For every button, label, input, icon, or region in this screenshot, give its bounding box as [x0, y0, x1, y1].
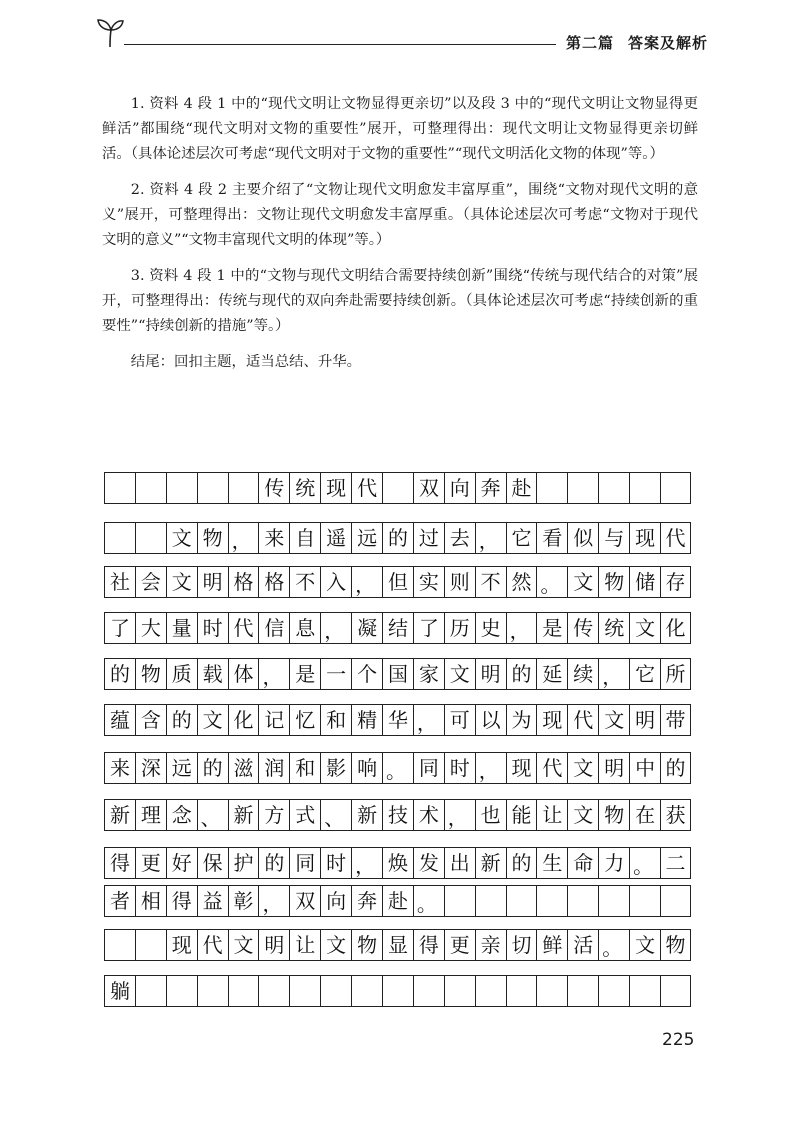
grid-cell: 量 [166, 612, 197, 644]
grid-cell: 、 [320, 799, 351, 831]
grid-cell: 双 [289, 885, 320, 917]
grid-cell: 出 [444, 847, 475, 879]
grid-cell: 来 [104, 752, 135, 784]
grid-cell: 文 [629, 929, 660, 961]
grid-cell: 入 [320, 566, 351, 598]
grid-cell [104, 929, 135, 961]
grid-cell: 的 [506, 658, 537, 690]
grid-cell: 响 [351, 752, 382, 784]
explanation-paragraph-2: 2. 资料 4 段 2 主要介绍了“文物让现代文明愈发丰富厚重”，围绕“文物对现代文明的意义”展开，可整理得出：文物让现代文明愈发丰富厚重。（具体论述层次可考虑“文物对于现代文明的意义”“文物丰富现代文明的体现”等。） [102, 182, 698, 248]
grid-cell [598, 472, 629, 504]
header-rule [124, 44, 556, 45]
grid-cell: ， [475, 522, 506, 554]
grid-cell: 物 [598, 799, 629, 831]
grid-cell: 精 [351, 704, 382, 736]
grid-row [104, 658, 691, 690]
grid-cell: 记 [258, 704, 289, 736]
grid-cell: 储 [629, 566, 660, 598]
grid-cell: 的 [660, 752, 691, 784]
grid-cell: 赴 [382, 885, 413, 917]
grid-cell: ， [258, 885, 289, 917]
grid-cell: 所 [660, 658, 691, 690]
grid-cell [506, 975, 537, 1007]
grid-cell: 中 [629, 752, 660, 784]
grid-cell: ， [506, 612, 537, 644]
grid-cell: 奔 [475, 472, 506, 504]
grid-cell: 时 [320, 847, 351, 879]
grid-cell [536, 472, 567, 504]
grid-cell: 的 [197, 752, 228, 784]
header-part: 第二篇 [566, 34, 615, 52]
grid-cell [567, 472, 598, 504]
grid-cell: 明 [629, 704, 660, 736]
grid-cell: 生 [536, 847, 567, 879]
grid-cell: ， [228, 522, 259, 554]
grid-cell: 现 [629, 522, 660, 554]
grid-row [104, 929, 691, 961]
grid-cell: 结 [382, 612, 413, 644]
grid-cell [382, 472, 413, 504]
grid-cell: 不 [475, 566, 506, 598]
grid-cell: 但 [382, 566, 413, 598]
grid-cell: 新 [475, 847, 506, 879]
grid-cell: 。 [413, 885, 444, 917]
grid-cell: 好 [166, 847, 197, 879]
grid-cell: 信 [258, 612, 289, 644]
grid-cell: 代 [228, 612, 259, 644]
grid-cell: 同 [289, 847, 320, 879]
grid-cell: 史 [475, 612, 506, 644]
grid-cell: 在 [629, 799, 660, 831]
grid-cell: 去 [444, 522, 475, 554]
grid-cell: 躺 [104, 975, 135, 1007]
grid-cell: 相 [135, 885, 166, 917]
grid-cell [536, 885, 567, 917]
grid-cell: 新 [351, 799, 382, 831]
grid-cell [629, 472, 660, 504]
grid-cell: 文 [567, 799, 598, 831]
grid-cell: 大 [135, 612, 166, 644]
grid-cell: 。 [598, 929, 629, 961]
grid-cell [228, 472, 259, 504]
grid-cell: 了 [104, 612, 135, 644]
grid-cell: 文 [598, 704, 629, 736]
grid-cell: 格 [228, 566, 259, 598]
grid-cell: 影 [320, 752, 351, 784]
grid-cell: 然 [506, 566, 537, 598]
grid-cell: 。 [536, 566, 567, 598]
grid-cell: 代 [197, 929, 228, 961]
grid-cell: 是 [289, 658, 320, 690]
grid-cell: 文 [567, 752, 598, 784]
grid-cell [660, 472, 691, 504]
grid-cell [135, 975, 166, 1007]
grid-cell: 方 [258, 799, 289, 831]
grid-cell [598, 975, 629, 1007]
grid-cell: 传 [258, 472, 289, 504]
grid-cell [475, 975, 506, 1007]
grid-cell: 了 [413, 612, 444, 644]
grid-cell [629, 885, 660, 917]
grid-cell: 文 [567, 566, 598, 598]
grid-cell: 为 [506, 704, 537, 736]
grid-cell: 得 [413, 929, 444, 961]
grid-cell [567, 885, 598, 917]
grid-cell: 明 [197, 566, 228, 598]
grid-cell: 获 [660, 799, 691, 831]
grid-cell: 文 [228, 929, 259, 961]
grid-cell: 新 [104, 799, 135, 831]
grid-cell: 亲 [475, 929, 506, 961]
grid-cell [197, 472, 228, 504]
grid-cell [444, 975, 475, 1007]
grid-cell: 理 [135, 799, 166, 831]
running-header [566, 32, 708, 53]
grid-cell: 二 [660, 847, 691, 879]
grid-cell: 益 [197, 885, 228, 917]
grid-cell: 同 [413, 752, 444, 784]
grid-cell: 的 [258, 847, 289, 879]
grid-cell: 历 [444, 612, 475, 644]
grid-row [104, 704, 691, 736]
grid-cell [475, 885, 506, 917]
grid-cell: 现 [320, 472, 351, 504]
grid-row [104, 847, 691, 879]
grid-cell: 文 [197, 704, 228, 736]
grid-cell [506, 885, 537, 917]
grid-cell: 新 [228, 799, 259, 831]
grid-cell: 会 [135, 566, 166, 598]
grid-cell [289, 975, 320, 1007]
grid-cell: 化 [660, 612, 691, 644]
grid-cell: 能 [506, 799, 537, 831]
grid-cell: 文 [166, 522, 197, 554]
grid-cell: 传 [567, 612, 598, 644]
grid-cell [660, 975, 691, 1007]
grid-cell: 明 [258, 929, 289, 961]
grid-cell: 更 [444, 929, 475, 961]
grid-cell [135, 472, 166, 504]
grid-cell: 远 [166, 752, 197, 784]
grid-cell: 实 [413, 566, 444, 598]
grid-cell: 质 [166, 658, 197, 690]
grid-row [104, 522, 691, 554]
grid-cell: 文 [629, 612, 660, 644]
grid-cell: 物 [197, 522, 228, 554]
grid-cell: 过 [413, 522, 444, 554]
grid-cell: 不 [289, 566, 320, 598]
grid-cell: 术 [413, 799, 444, 831]
grid-cell: 的 [166, 704, 197, 736]
grid-cell: 可 [444, 704, 475, 736]
grid-cell: 和 [289, 752, 320, 784]
grid-cell: 让 [289, 929, 320, 961]
grid-cell [166, 975, 197, 1007]
grid-cell: 现 [166, 929, 197, 961]
grid-cell: 保 [197, 847, 228, 879]
grid-cell [197, 975, 228, 1007]
grid-cell: 的 [506, 847, 537, 879]
grid-cell: ， [258, 658, 289, 690]
grid-cell: 鲜 [536, 929, 567, 961]
grid-cell: 和 [320, 704, 351, 736]
grid-cell: 得 [104, 847, 135, 879]
grid-cell: 焕 [382, 847, 413, 879]
grid-cell: 家 [413, 658, 444, 690]
grid-cell [598, 885, 629, 917]
grid-cell: ， [351, 847, 382, 879]
grid-cell: 时 [197, 612, 228, 644]
explanation-paragraph-3: 3. 资料 4 段 1 中的“文物与现代文明结合需要持续创新”围绕“传统与现代结合的对策”展开，可整理得出：传统与现代的双向奔赴需要持续创新。（具体论述层次可考虑“持续创新的重要性”“持续创新的措施”等。） [102, 268, 698, 334]
grid-cell [104, 472, 135, 504]
grid-cell: 文 [320, 929, 351, 961]
grid-row [104, 612, 691, 644]
grid-row [104, 472, 691, 504]
grid-cell: 似 [567, 522, 598, 554]
page-number: 225 [662, 1030, 695, 1050]
grid-cell: 物 [598, 566, 629, 598]
grid-cell [104, 522, 135, 554]
grid-cell: 发 [413, 847, 444, 879]
grid-cell: 现 [536, 704, 567, 736]
grid-cell: ， [598, 658, 629, 690]
grid-cell: 命 [567, 847, 598, 879]
explanation-paragraph-1: 1. 资料 4 段 1 中的“现代文明让文物显得更亲切”以及段 3 中的“现代文明让文物显得更鲜活”都围绕“现代文明对文物的重要性”展开，可整理得出：现代文明让文物显得更亲切鲜活。（具体论述层次可考虑“现代文明对于文物的重要性”“现代文明活化文物的体现”等。） [102, 96, 698, 162]
grid-cell: 物 [135, 658, 166, 690]
grid-cell: 护 [228, 847, 259, 879]
grid-cell: 统 [289, 472, 320, 504]
grid-cell: 式 [289, 799, 320, 831]
grid-cell: 技 [382, 799, 413, 831]
grid-cell: 显 [382, 929, 413, 961]
grid-cell: 明 [598, 752, 629, 784]
grid-cell: 体 [228, 658, 259, 690]
grid-cell: 息 [289, 612, 320, 644]
grid-row [104, 799, 691, 831]
grid-cell: 存 [660, 566, 691, 598]
grid-cell [629, 975, 660, 1007]
grid-cell [351, 975, 382, 1007]
grid-cell: 凝 [351, 612, 382, 644]
grid-cell: ， [475, 752, 506, 784]
grid-cell: ， [444, 799, 475, 831]
grid-cell: 。 [629, 847, 660, 879]
grid-cell: 。 [382, 752, 413, 784]
grid-cell: 双 [413, 472, 444, 504]
grid-cell: 奔 [351, 885, 382, 917]
grid-cell: 的 [382, 522, 413, 554]
grid-cell: 蕴 [104, 704, 135, 736]
grid-cell: 是 [536, 612, 567, 644]
grid-cell [444, 885, 475, 917]
grid-cell: 切 [506, 929, 537, 961]
grid-cell: 向 [320, 885, 351, 917]
grid-cell: 载 [197, 658, 228, 690]
grid-cell [258, 975, 289, 1007]
grid-cell: 带 [660, 704, 691, 736]
grid-cell: 与 [598, 522, 629, 554]
grid-cell: 它 [506, 522, 537, 554]
grid-cell: 华 [382, 704, 413, 736]
grid-cell: 含 [135, 704, 166, 736]
grid-cell: 更 [135, 847, 166, 879]
grid-cell [567, 975, 598, 1007]
grid-cell: ， [320, 612, 351, 644]
grid-cell: 赴 [506, 472, 537, 504]
grid-cell: 彰 [228, 885, 259, 917]
grid-row [104, 975, 691, 1007]
grid-cell: 个 [351, 658, 382, 690]
grid-cell: 则 [444, 566, 475, 598]
grid-cell: 得 [166, 885, 197, 917]
grid-cell: 自 [289, 522, 320, 554]
grid-cell: 力 [598, 847, 629, 879]
grid-cell: 格 [258, 566, 289, 598]
grid-row [104, 885, 691, 917]
grid-cell: 物 [660, 929, 691, 961]
grid-cell: 遥 [320, 522, 351, 554]
grid-cell [413, 975, 444, 1007]
grid-cell: 文 [166, 566, 197, 598]
grid-cell [382, 975, 413, 1007]
grid-cell: 来 [258, 522, 289, 554]
grid-cell: 化 [228, 704, 259, 736]
explanation-ending: 结尾：回扣主题，适当总结、升华。 [130, 354, 362, 370]
grid-cell [135, 929, 166, 961]
grid-cell: 忆 [289, 704, 320, 736]
grid-row [104, 566, 691, 598]
grid-cell: 续 [567, 658, 598, 690]
grid-cell: 活 [567, 929, 598, 961]
header-section: 答案及解析 [628, 34, 709, 52]
grid-cell: 统 [598, 612, 629, 644]
grid-cell: 代 [536, 752, 567, 784]
grid-cell: 深 [135, 752, 166, 784]
grid-cell: 润 [258, 752, 289, 784]
grid-cell: 代 [660, 522, 691, 554]
grid-cell: 延 [536, 658, 567, 690]
grid-cell: 明 [475, 658, 506, 690]
grid-cell: 以 [475, 704, 506, 736]
grid-cell [228, 975, 259, 1007]
grid-cell: 远 [351, 522, 382, 554]
grid-cell: 一 [320, 658, 351, 690]
grid-cell: 文 [444, 658, 475, 690]
grid-cell: 社 [104, 566, 135, 598]
grid-cell: 向 [444, 472, 475, 504]
grid-cell: ， [351, 566, 382, 598]
grid-cell [660, 885, 691, 917]
grid-cell: 的 [104, 658, 135, 690]
grid-cell: 它 [629, 658, 660, 690]
grid-cell: 、 [197, 799, 228, 831]
grid-cell: 念 [166, 799, 197, 831]
grid-cell [536, 975, 567, 1007]
grid-cell: 代 [567, 704, 598, 736]
grid-cell: 物 [351, 929, 382, 961]
grid-cell: 国 [382, 658, 413, 690]
sprout-icon [95, 16, 125, 48]
grid-cell: 滋 [228, 752, 259, 784]
grid-row [104, 752, 691, 784]
grid-cell [166, 472, 197, 504]
grid-cell [135, 522, 166, 554]
grid-cell [320, 975, 351, 1007]
grid-cell: 也 [475, 799, 506, 831]
grid-cell: 代 [351, 472, 382, 504]
grid-cell: 让 [536, 799, 567, 831]
grid-cell: 时 [444, 752, 475, 784]
grid-cell: 看 [536, 522, 567, 554]
answer-explanation [102, 92, 698, 386]
grid-cell: ， [413, 704, 444, 736]
grid-cell: 者 [104, 885, 135, 917]
grid-cell: 现 [506, 752, 537, 784]
